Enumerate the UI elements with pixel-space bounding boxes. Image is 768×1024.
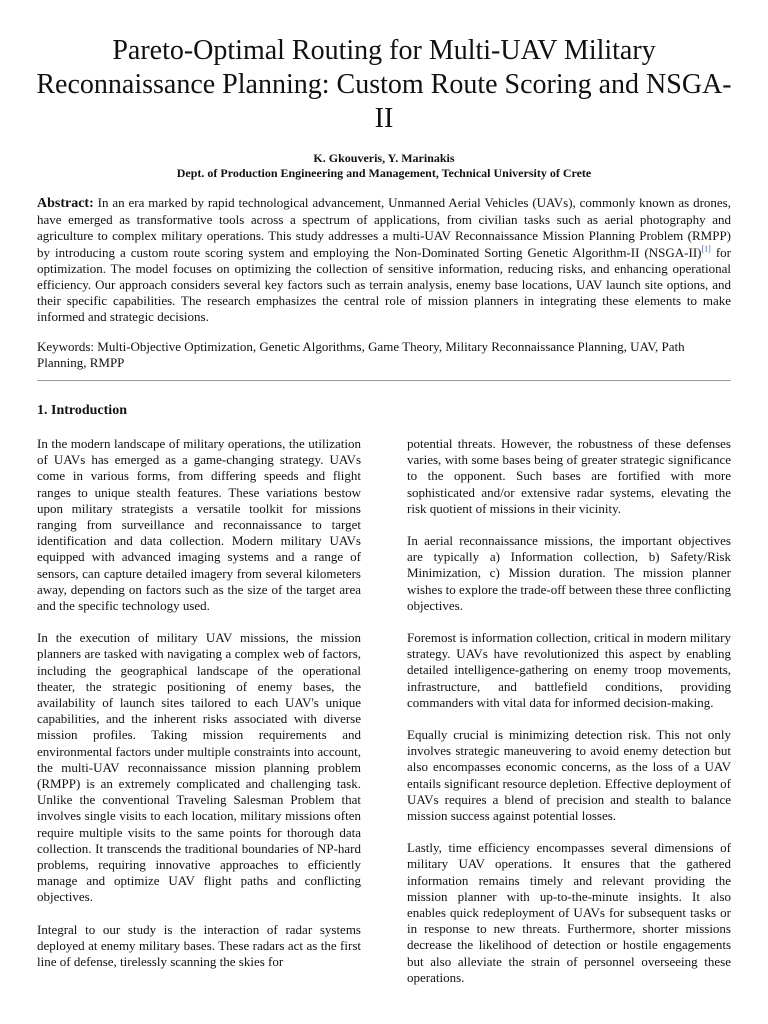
paper-authors: K. Gkouveris, Y. Marinakis bbox=[313, 151, 455, 165]
body-paragraph: Equally crucial is minimizing detection risk. This not only involves strategic maneuvering to avoid enemy detection but also encompasses economic concerns, as the loss of a UAV entails significant resource depletion. Effective deployment of UAVs requires a blend of precision and stealth to balance mission success against potential losses. bbox=[407, 727, 731, 824]
keywords: Keywords: Multi-Objective Optimization, Genetic Algorithms, Game Theory, Military Reconnaissance Planning, UAV, Path Planning, RMPP bbox=[37, 339, 685, 371]
body-paragraph: Foremost is information collection, critical in modern military strategy. UAVs have revolutionized this aspect by enabling detailed intelligence-gathering on enemy troop movements, infrastructure, and battlefield conditions, providing commanders with vital data for informed decision-making. bbox=[407, 630, 731, 710]
body-paragraph: In the execution of military UAV missions, the mission planners are tasked with navigating a complex web of factors, including the geographical landscape of the operational theater, the strategic positioning of enemy bases, the availability of launch sites tailored to each UAV's unique capabilities, and the inherent risks associated with diverse mission profiles. Taking mission requirements and environmental factors under multiple constraints into account, the multi-UAV reconnaissance mission planning problem (RMPP) is an extremely complicated and challenging task. Unlike the conventional Traveling Salesman Problem that involves single visits to each location, military missions often require multiple visits to the same points for thorough data collection. It transcends the traditional boundaries of NP-hard problems, requiring innovative approaches to efficiently manage and optimize UAV flight paths and conflicting objectives. bbox=[37, 630, 361, 905]
section-divider bbox=[37, 380, 731, 381]
paper-affiliation: Dept. of Production Engineering and Management, Technical University of Crete bbox=[176, 166, 592, 180]
abstract-text-part2: for optimization. The model focuses on optimizing the collection of sensitive information, reducing risks, and enhancing operational efficiency. Our approach considers several key factors such as terrain analysis, enemy base locations, UAV launch site options, and their specific capabilities. The research emphasizes the central role of mission planners in integrating these elements to make informed and strategic decisions. bbox=[37, 244, 731, 325]
body-paragraph: Lastly, time efficiency encompasses several dimensions of military UAV operations. It ensures that the gathered information remains timely and relevant providing the mission planner with up-to-the-minute insights. It also enables quick redeployment of UAVs for subsequent tasks or in response to new threats. Furthermore, shorter missions decrease the likelihood of detection or hostile engagements but also alleviate the strain of personnel overseeing these operations. bbox=[407, 840, 731, 985]
paper-title: Pareto-Optimal Routing for Multi-UAV Military Reconnaissance Planning: Custom Route Scoring and NSGA-II bbox=[36, 35, 732, 134]
left-column bbox=[37, 436, 361, 986]
abstract-label: Abstract: bbox=[37, 196, 94, 211]
body-paragraph: In aerial reconnaissance missions, the important objectives are typically a) Information collection, b) Safety/Risk Minimization, c) Mission duration. The mission planner wishes to explore the trade-off between these three conflicting objectives. bbox=[407, 533, 731, 613]
body-paragraph: In the modern landscape of military operations, the utilization of UAVs has emerged as a game-changing strategy. UAVs come in various forms, from differing speeds and flight ranges to unique stealth features. These variations bestow upon military strategists a versatile toolkit for missions ranging from surveillance and reconnaissance to target identification and data collection. Modern military UAVs equipped with advanced imaging systems and a range of sensors, can capture detailed imagery from several kilometers away, depending on factors such as the size of the target area and the specific technology used. bbox=[37, 436, 361, 614]
body-paragraph: Integral to our study is the interaction of radar systems deployed at enemy military bases. These radars act as the first line of defense, tirelessly scanning the skies for bbox=[37, 921, 361, 970]
section-heading-introduction: 1. Introduction bbox=[37, 403, 127, 418]
right-column bbox=[407, 436, 731, 1002]
body-paragraph: potential threats. However, the robustness of these defenses varies, with some bases being of greater strategic significance to the opponent. Such bases are fortified with more sophisticated and/or extensive radar systems, elevating the risk quotient of missions in their vicinity. bbox=[407, 436, 731, 516]
abstract-paragraph bbox=[37, 195, 731, 326]
abstract-text-part1: In an era marked by rapid technological advancement, Unmanned Aerial Vehicles (UAVs), commonly known as drones, have emerged as transformative tools across a spectrum of applications, from civilian tasks such as aerial photography and agriculture to complex military operations. This study addresses a multi-UAV Reconnaissance Mission Planning Problem (RMPP) by introducing a custom route scoring system and employing the Non-Dominated Sorting Genetic Algorithm-II (NSGA-II) bbox=[37, 195, 731, 260]
citation-link[interactable]: [1] bbox=[701, 244, 711, 254]
